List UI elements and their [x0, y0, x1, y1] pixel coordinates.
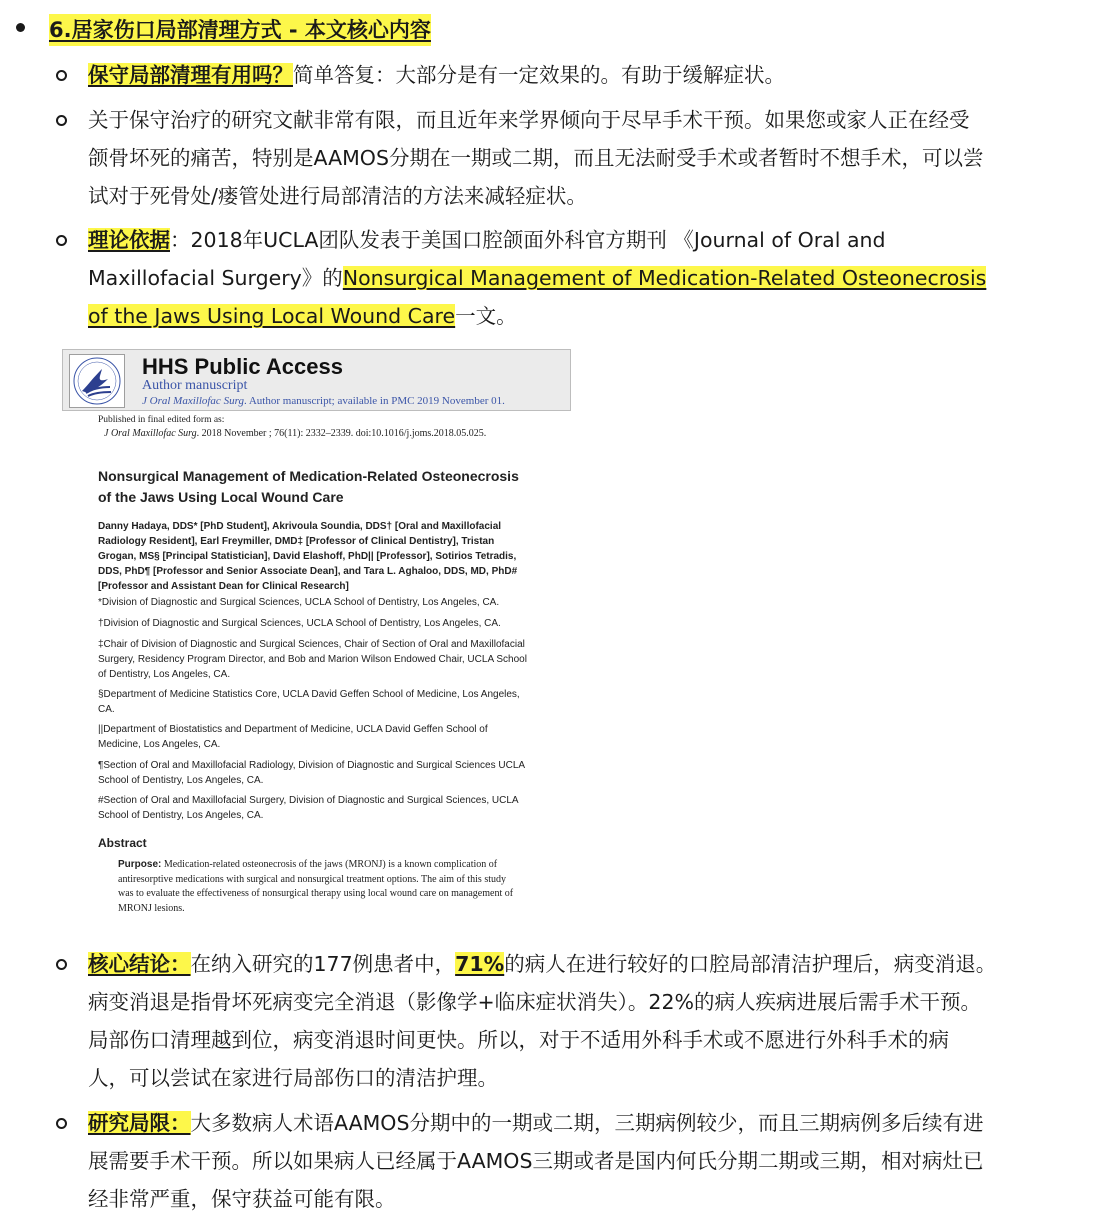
paper-link[interactable]: Nonsurgical Management of Medication-Related Osteonecrosis: [342, 266, 987, 290]
theory-text-end: 一文。: [455, 304, 517, 328]
conclusion-line: 局部伤口清理越到位，病变消退时间更快。所以，对于不适用外科手术或不愿进行外科手术的病: [88, 1028, 949, 1052]
abstract-heading: Abstract: [98, 836, 147, 850]
affiliation: †Division of Diagnostic and Surgical Sciences, UCLA School of Dentistry, Los Angeles, CA.: [98, 618, 501, 629]
affiliation: #Section of Oral and Maxillofacial Surgery, Division of Diagnostic and Surgical Sciences, UCLA School of Dentistry, Los Angeles, CA.: [98, 795, 519, 821]
affiliation: ‡Chair of Division of Diagnostic and Surgical Sciences, Chair of Section of Oral and Maxillofacial Surgery, Residency Program Director, and Bob and Marion Wilson Endowed Chair, UCLA School of Dentistry, Los Angeles, CA.: [98, 639, 527, 680]
bullet-circle-icon: [56, 1118, 67, 1129]
theory-label[interactable]: 理论依据: [88, 228, 170, 252]
bullet-circle-icon: [56, 115, 67, 126]
background-line: 试对于死骨处/瘘管处进行局部清洁的方法来减轻症状。: [88, 184, 587, 208]
bullet-disc-icon: [16, 23, 25, 32]
paper-authors: Danny Hadaya, DDS* [PhD Student], Akrivoula Soundia, DDS† [Oral and Maxillofacial Radiology Resident], Earl Freymiller, DMD‡ [Professor of Clinical Dentistry], Tristan Grogan, MS§ [Principal Statistician], David Elashoff, PhD|| [Professor], Sotirios Tetradis, DDS, PhD¶ [Professor and Senior Associate Dean], and Tara L. Aghaloo, DDS, MD, PhD# [Professor and Assistant Dean for Clinical Research]: [98, 521, 518, 592]
bullet-circle-icon: [56, 235, 67, 246]
hhs-banner-subtitle: Author manuscript: [142, 378, 248, 393]
citation-line: J Oral Maxillofac Surg. 2018 November ; 76(11): 2332–2339. doi:10.1016/j.joms.2018.05.025.: [104, 428, 487, 439]
limitations-line: 经非常严重，保守获益可能有限。: [88, 1187, 396, 1211]
hhs-banner: [62, 349, 571, 411]
conclusion-text: 的病人在进行较好的口腔局部清洁护理后，病变消退。: [504, 952, 997, 976]
published-note: Published in final edited form as:: [98, 415, 225, 425]
bullet-circle-icon: [56, 70, 67, 81]
conclusion-label[interactable]: 核心结论：: [88, 952, 191, 976]
affiliation: *Division of Diagnostic and Surgical Sciences, UCLA School of Dentistry, Los Angeles, CA.: [98, 597, 500, 608]
limitations-line: 展需要手术干预。所以如果病人已经属于AAMOS三期或者是国内何氏分期二期或三期，相对病灶已: [88, 1149, 984, 1173]
limitations-text: 大多数病人术语AAMOS分期中的一期或二期，三期病例较少，而且三期病例多后续有进: [190, 1111, 984, 1135]
affiliation: ||Department of Biostatistics and Department of Medicine, UCLA David Geffen School of Medicine, Los Angeles, CA.: [98, 724, 488, 750]
paper-screenshot: [62, 349, 572, 919]
paper-title: Nonsurgical Management of Medication-Related Osteonecrosis of the Jaws Using Local Wound Care: [98, 468, 519, 505]
paper-link-continued[interactable]: of the Jaws Using Local Wound Care: [88, 304, 456, 328]
conclusion-line: 人，可以尝试在家进行局部伤口的清洁护理。: [88, 1066, 498, 1090]
background-line: 颌骨坏死的痛苦，特别是AAMOS分期在一期或二期，而且无法耐受手术或者暂时不想手术，可以尝: [88, 146, 984, 170]
limitations-label[interactable]: 研究局限：: [88, 1111, 191, 1135]
hhs-eagle-logo-icon: [69, 354, 125, 408]
hhs-banner-note: J Oral Maxillofac Surg. Author manuscript; available in PMC 2019 November 01.: [142, 395, 505, 407]
conclusion-line: 病变消退是指骨坏死病变完全消退（影像学+临床症状消失）。22%的病人疾病进展后需手术干预。: [88, 990, 981, 1014]
affiliation: ¶Section of Oral and Maxillofacial Radiology, Division of Diagnostic and Surgical Sciences UCLA School of Dentistry, Los Angeles, CA.: [98, 760, 526, 786]
section-heading[interactable]: 6.居家伤口局部清理方式 - 本文核心内容: [49, 14, 431, 46]
bullet-circle-icon: [56, 959, 67, 970]
conclusion-text: 在纳入研究的177例患者中，: [190, 952, 456, 976]
background-line: 关于保守治疗的研究文献非常有限，而且近年来学界倾向于尽早手术干预。如果您或家人正在经受: [88, 108, 970, 132]
theory-text: ：2018年UCLA团队发表于美国口腔颌面外科官方期刊 《Journal of Oral and: [170, 228, 886, 252]
usefulness-text: 简单答复：大部分是有一定效果的。有助于缓解症状。: [293, 63, 785, 87]
theory-journal-text: Maxillofacial Surgery》的: [88, 266, 343, 290]
abstract-text: Purpose: Medication-related osteonecrosis of the jaws (MRONJ) is a known complication of antiresorptive medications with surgical and nonsurgical treatment options. The aim of this study was to evaluate the effectiveness of nonsurgical therapy using local wound care on management of MRONJ lesions.: [118, 859, 514, 914]
hhs-banner-title: HHS Public Access: [142, 354, 343, 379]
affiliation: §Department of Medicine Statistics Core, UCLA David Geffen School of Medicine, Los Angeles, CA.: [98, 689, 520, 715]
conclusion-percent[interactable]: 71%: [455, 952, 505, 976]
usefulness-label[interactable]: 保守局部清理有用吗？: [88, 63, 293, 87]
